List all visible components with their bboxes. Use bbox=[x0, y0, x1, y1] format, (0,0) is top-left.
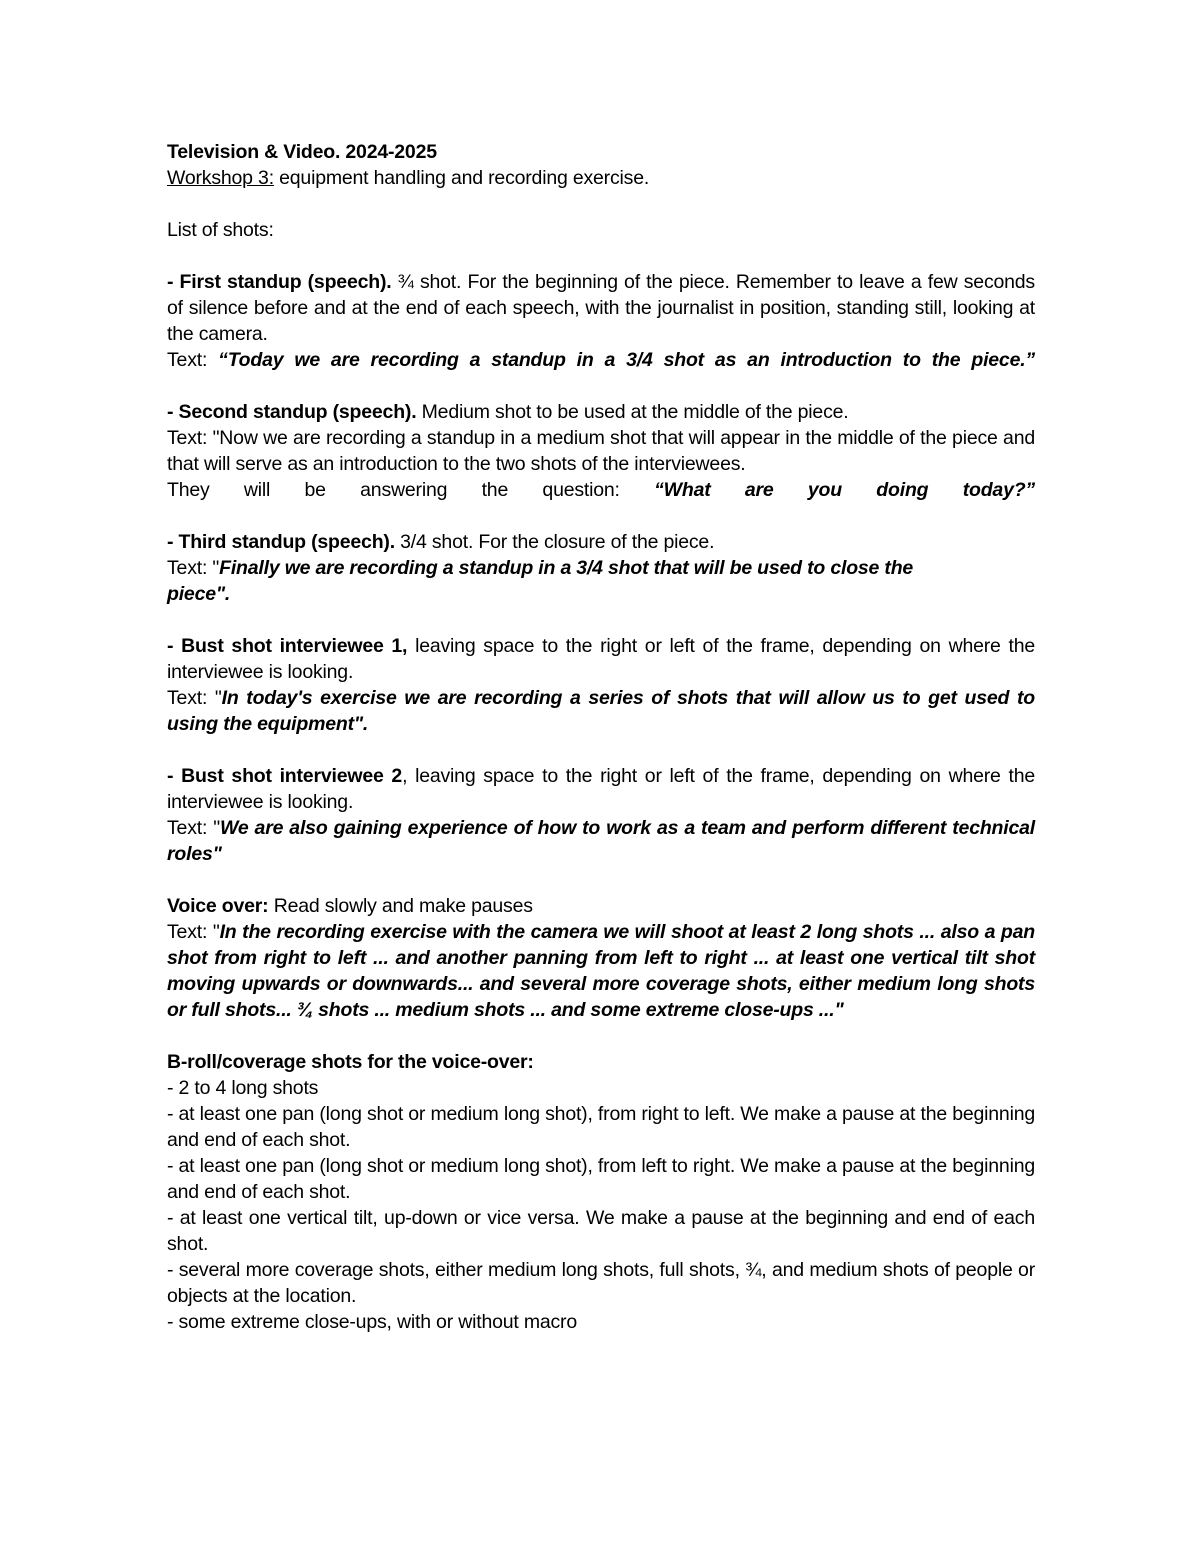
shot-4-description: leaving space to the right or left of the frame, depending on where the interviewee is looking. bbox=[167, 635, 1035, 683]
shot-5-text: Text: "We are also gaining experience of how to work as a team and perform different technical roles" bbox=[167, 817, 1035, 865]
list-item: - at least one pan (long shot or medium long shot), from right to left. We make a pause at the beginning and end of each shot. bbox=[167, 1103, 1035, 1151]
shot-5-quote: We are also gaining experience of how to work as a team and perform different technical roles" bbox=[167, 817, 1035, 865]
shot-2-question: “What are you doing today?” bbox=[654, 479, 1035, 501]
shot-5-description: , leaving space to the right or left of the frame, depending on where the interviewee is looking. bbox=[167, 765, 1035, 813]
document-title: Television & Video. 2024-2025 bbox=[167, 141, 437, 163]
list-item: - at least one pan (long shot or medium long shot), from left to right. We make a pause at the beginning and end of each shot. bbox=[167, 1155, 1035, 1203]
shot-4-quote: In today's exercise we are recording a series of shots that will allow us to get used to using the equipment". bbox=[167, 687, 1035, 735]
shot-1-description: ¾ shot. For the beginning of the piece. Remember to leave a few seconds of silence before and at the end of each speech, with the journalist in position, standing still, looking at the camera. bbox=[167, 271, 1035, 345]
shot-4-label: - Bust shot interviewee 1, bbox=[167, 635, 408, 657]
voice-over-text: Text: "In the recording exercise with the camera we will shoot at least 2 long shots ... also a pan shot from right to left ... and another panning from left to right ... at least one vertical tilt shot moving upwards or downwards... and several more coverage shots, either medium long shots or full shots... ¾ shots ... medium shots ... and some extreme close-ups ..." bbox=[167, 921, 1035, 1021]
list-item: - several more coverage shots, either medium long shots, full shots, ¾, and medium shots of people or objects at the location. bbox=[167, 1259, 1035, 1307]
workshop-description: equipment handling and recording exercise. bbox=[273, 167, 650, 189]
shot-2-question-line: They will be answering the question: “What are you doing today?” bbox=[167, 479, 1035, 501]
shot-1-text: Text: “Today we are recording a standup in a 3/4 shot as an introduction to the piece.” bbox=[167, 349, 1035, 371]
shot-1-label: - First standup (speech). bbox=[167, 271, 392, 293]
list-item: - at least one vertical tilt, up-down or vice versa. We make a pause at the beginning and end of each shot. bbox=[167, 1207, 1035, 1255]
shot-3-quote: Finally we are recording a standup in a 3/4 shot that will be used to close the piece". bbox=[167, 557, 914, 605]
list-heading: List of shots: bbox=[167, 219, 274, 241]
shot-5-label: - Bust shot interviewee 2 bbox=[167, 765, 403, 787]
shot-3-paragraph bbox=[167, 529, 1035, 555]
shot-4-paragraph bbox=[167, 633, 1035, 685]
workshop-label: Workshop 3: bbox=[167, 167, 274, 189]
list-item: - some extreme close-ups, with or without macro bbox=[167, 1311, 577, 1333]
document-page bbox=[167, 139, 1035, 1335]
shot-3-text: Text: "Finally we are recording a standup in a 3/4 shot that will be used to close the piece". bbox=[167, 557, 914, 605]
voice-over-description: Read slowly and make pauses bbox=[268, 895, 533, 917]
shot-2-text: Text: "Now we are recording a standup in a medium shot that will appear in the middle of the piece and that will serve as an introduction to the two shots of the interviewees. bbox=[167, 427, 1035, 475]
voice-over-label: Voice over: bbox=[167, 895, 269, 917]
shot-3-label: - Third standup (speech). bbox=[167, 531, 395, 553]
shot-1-quote: “Today we are recording a standup in a 3/4 shot as an introduction to the piece.” bbox=[218, 349, 1035, 371]
shot-3-description: 3/4 shot. For the closure of the piece. bbox=[394, 531, 715, 553]
shot-1-paragraph bbox=[167, 269, 1035, 347]
shot-2-paragraph bbox=[167, 399, 1035, 425]
workshop-line bbox=[167, 165, 1035, 191]
broll-heading: B-roll/coverage shots for the voice-over: bbox=[167, 1051, 534, 1073]
shot-5-paragraph bbox=[167, 763, 1035, 815]
shot-4-text: Text: "In today's exercise we are recording a series of shots that will allow us to get used to using the equipment". bbox=[167, 687, 1035, 735]
voice-over-quote: In the recording exercise with the camera we will shoot at least 2 long shots ... also a pan shot from right to left ... and another panning from left to right ... at least one vertical tilt shot moving upwards or downwards... and several more coverage shots, either medium long shots or full shots... ¾ shots ... medium shots ... and some extreme close-ups ..." bbox=[167, 921, 1035, 1021]
shot-2-label: - Second standup (speech). bbox=[167, 401, 417, 423]
broll-list bbox=[167, 1075, 1035, 1335]
voice-over-paragraph bbox=[167, 893, 1035, 919]
list-item: - 2 to 4 long shots bbox=[167, 1077, 319, 1099]
shot-2-description: Medium shot to be used at the middle of the piece. bbox=[416, 401, 849, 423]
